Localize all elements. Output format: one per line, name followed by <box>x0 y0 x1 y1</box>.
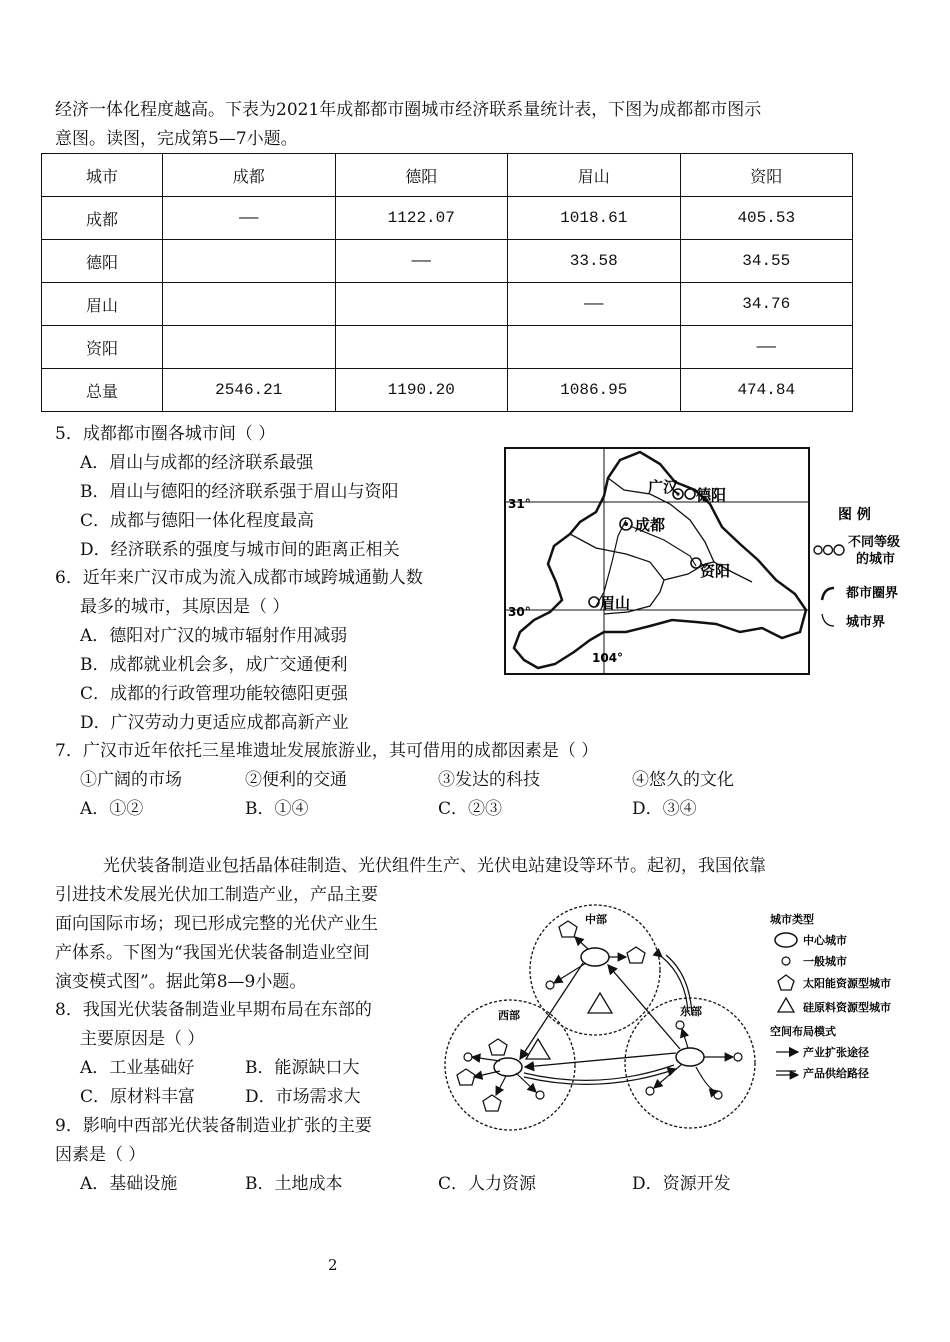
table-cell <box>163 283 336 326</box>
expansion-arrow <box>474 1071 500 1077</box>
q5-option-a[interactable]: A．眉山与成都的经济联系最强 <box>80 453 314 473</box>
west-solar-city <box>483 1095 501 1111</box>
q8-stem-2: 主要原因是（ ） <box>80 1029 205 1049</box>
region-west-label: 西部 <box>498 1009 520 1022</box>
q9-option-b[interactable]: B．土地成本 <box>245 1174 343 1194</box>
expansion-arrow <box>682 1029 688 1048</box>
legend-small-city-icon <box>814 546 822 554</box>
legend-silicon-label: 硅原料资源型城市 <box>803 1001 891 1014</box>
table-row <box>42 240 853 283</box>
passage2-line-4: 产体系。下图为“我国光伏装备制造业空间 <box>55 943 370 963</box>
q6-option-a[interactable]: A．德阳对广汉的城市辐射作用减弱 <box>80 626 348 646</box>
table-cell: 总量 <box>42 369 163 412</box>
table-cell: 成都 <box>42 197 163 240</box>
city-meishan-marker <box>589 597 599 607</box>
label-deyang: 德阳 <box>696 486 727 504</box>
q7-option-d[interactable]: D．③④ <box>632 799 697 819</box>
label-chengdu: 成都 <box>635 516 666 534</box>
intro-line-2: 意图。读图，完成第5—7小题。 <box>55 129 298 149</box>
label-ziyang: 资阳 <box>700 562 731 580</box>
q8-option-c[interactable]: C．原材料丰富 <box>80 1087 196 1107</box>
legend-silicon-city-icon <box>778 998 794 1012</box>
legend-city-boundary-icon <box>822 614 834 626</box>
table-cell: 1190.20 <box>335 369 508 412</box>
table-cell <box>335 283 508 326</box>
map-legend-title: 图 例 <box>838 507 871 523</box>
page-number: 2 <box>328 1256 338 1274</box>
table-cell: 34.76 <box>680 283 853 326</box>
table-row <box>42 197 853 240</box>
table-cell <box>508 326 681 369</box>
q7-statement-1: ①广阔的市场 <box>80 770 182 790</box>
table-cell: 34.55 <box>680 240 853 283</box>
expansion-arrow <box>472 1057 500 1061</box>
label-lat-31: 31° <box>508 497 531 511</box>
q5-option-c[interactable]: C．成都与德阳一体化程度最高 <box>80 511 315 531</box>
passage2-line-5: 演变模式图”。据此第8—9小题。 <box>55 972 307 992</box>
legend-large-city-icon <box>834 545 844 555</box>
west-solar-city <box>489 1039 507 1055</box>
legend-supply-label: 产品供给路径 <box>803 1067 869 1080</box>
west-general-city <box>536 1091 544 1099</box>
passage2-line-1: 光伏装备制造业包括晶体硅制造、光伏组件生产、光伏电站建设等环节。起初，我国依靠 <box>103 856 766 876</box>
legend-center-city-icon <box>775 933 797 947</box>
q5-stem: 5．成都都市圈各城市间（ ） <box>55 424 276 444</box>
q7-statement-3: ③发达的科技 <box>438 770 540 790</box>
q6-option-b[interactable]: B．成都就业机会多，成广交通便利 <box>80 655 348 675</box>
expansion-arrow <box>554 963 586 983</box>
label-lon-104: 104° <box>592 651 624 665</box>
legend-solar-city-icon <box>778 975 794 990</box>
q7-stem: 7．广汉市近年依托三星堆遗址发展旅游业，其可借用的成都因素是（ ） <box>55 741 599 761</box>
q9-option-d[interactable]: D．资源开发 <box>632 1174 731 1194</box>
table-cell: 1086.95 <box>508 369 681 412</box>
q7-option-c[interactable]: C．②③ <box>438 799 503 819</box>
table-row <box>42 326 853 369</box>
region-east-label: 东部 <box>680 1005 702 1018</box>
label-meishan: 眉山 <box>600 594 631 612</box>
legend-city-label-2: 的城市 <box>856 552 896 567</box>
city-boundary <box>608 478 752 582</box>
supply-arrow <box>524 1065 674 1080</box>
table-cell <box>163 326 336 369</box>
q8-option-a[interactable]: A．工业基础好 <box>80 1058 195 1078</box>
city-deyang-marker <box>685 489 695 499</box>
passage2-line-3: 面向国际市场；现已形成完整的光伏产业生 <box>55 914 378 934</box>
pv-spatial-diagram <box>440 895 920 1160</box>
table-cell: 2546.21 <box>163 369 336 412</box>
legend-medium-city-icon <box>824 546 833 555</box>
legend-general-label: 一般城市 <box>803 955 847 968</box>
table-cell: 405.53 <box>680 197 853 240</box>
q7-statement-4: ④悠久的文化 <box>632 770 734 790</box>
east-general-city <box>646 1087 654 1095</box>
q5-option-b[interactable]: B．眉山与德阳的经济联系强于眉山与资阳 <box>80 482 399 502</box>
legend-metro-label: 都市圈界 <box>846 586 899 601</box>
q8-stem-1: 8．我国光伏装备制造业早期布局在东部的 <box>55 1000 372 1020</box>
legend-city-border-label: 城市界 <box>846 615 886 630</box>
table-cell: —— <box>508 283 681 326</box>
east-center-city <box>676 1048 704 1066</box>
central-silicon-city <box>588 993 612 1013</box>
east-general-city <box>714 1091 722 1099</box>
q6-stem-2: 最多的城市，其原因是（ ） <box>80 597 290 617</box>
table-cell <box>335 326 508 369</box>
q7-option-b[interactable]: B．①④ <box>245 799 309 819</box>
passage2-line-2: 引进技术发展光伏加工制造产业，产品主要 <box>55 885 378 905</box>
q9-stem-2: 因素是（ ） <box>55 1145 146 1165</box>
expansion-arrow <box>575 937 588 949</box>
intro-line-1: 经济一体化程度越高。下表为2021年成都都市圈城市经济联系量统计表，下图为成都都市图示 <box>55 100 762 120</box>
west-silicon-city <box>526 1039 550 1059</box>
central-solar-city <box>627 947 645 963</box>
table-cell: 德阳 <box>42 240 163 283</box>
table-row <box>42 369 853 412</box>
table-row <box>42 283 853 326</box>
q6-option-d[interactable]: D．广汉劳动力更适应成都高新产业 <box>80 713 349 733</box>
label-lat-30: 30° <box>508 605 531 619</box>
expansion-arrow <box>496 1076 506 1095</box>
table-cell: 资阳 <box>42 326 163 369</box>
table-header-cell: 城市 <box>42 154 163 197</box>
table-cell <box>163 240 336 283</box>
table-cell: —— <box>335 240 508 283</box>
region-central-label: 中部 <box>585 913 607 926</box>
label-guanghan: 广汉 <box>648 478 679 496</box>
q9-option-a[interactable]: A．基础设施 <box>80 1174 178 1194</box>
west-solar-city <box>457 1069 475 1085</box>
table-header-cell: 成都 <box>163 154 336 197</box>
q7-option-a[interactable]: A．①② <box>80 799 144 819</box>
table-cell: 1018.61 <box>508 197 681 240</box>
expansion-arrow <box>516 1073 536 1092</box>
q9-option-c[interactable]: C．人力资源 <box>438 1174 537 1194</box>
table-header-row <box>42 154 853 197</box>
table-cell: 474.84 <box>680 369 853 412</box>
q9-stem-1: 9．影响中西部光伏装备制造业扩张的主要 <box>55 1116 372 1136</box>
supply-arrow <box>696 1067 718 1091</box>
west-general-city <box>464 1053 472 1061</box>
east-general-city <box>734 1053 742 1061</box>
table-header-cell: 德阳 <box>335 154 508 197</box>
central-solar-city <box>559 921 577 937</box>
table-cell: 1122.07 <box>335 197 508 240</box>
legend-city-label-1: 不同等级 <box>848 535 901 550</box>
q8-option-b[interactable]: B．能源缺口大 <box>245 1058 360 1078</box>
legend-expand-label: 产业扩张途径 <box>803 1046 869 1059</box>
legend-metro-boundary-icon <box>822 588 834 600</box>
table-header-cell: 资阳 <box>680 154 853 197</box>
table-cell: 眉山 <box>42 283 163 326</box>
expansion-arrow <box>608 965 680 1049</box>
city-chengdu-dot <box>624 522 628 526</box>
table-cell: 33.58 <box>508 240 681 283</box>
q7-statement-2: ②便利的交通 <box>245 770 347 790</box>
expansion-arrow <box>520 963 583 1059</box>
table-header-cell: 眉山 <box>508 154 681 197</box>
legend-general-city-icon <box>782 957 790 965</box>
economic-link-table <box>41 153 853 412</box>
central-general-city <box>546 981 554 989</box>
legend-solar-label: 太阳能资源型城市 <box>803 977 891 990</box>
q8-option-d[interactable]: D．市场需求大 <box>245 1087 361 1107</box>
east-general-city <box>676 1021 684 1029</box>
q5-option-d[interactable]: D．经济联系的强度与城市间的距离正相关 <box>80 540 400 560</box>
q6-option-c[interactable]: C．成都的行政管理功能较德阳更强 <box>80 684 349 704</box>
legend-center-label: 中心城市 <box>803 934 847 947</box>
diagram-legend-type-title: 城市类型 <box>770 913 814 926</box>
table-cell: —— <box>163 197 336 240</box>
diagram-legend-mode-title: 空间布局模式 <box>770 1025 836 1038</box>
table-cell: —— <box>680 326 853 369</box>
q6-stem-1: 6．近年来广汉市成为流入成都市域跨城通勤人数 <box>55 568 423 588</box>
chengdu-metro-map <box>500 442 930 682</box>
